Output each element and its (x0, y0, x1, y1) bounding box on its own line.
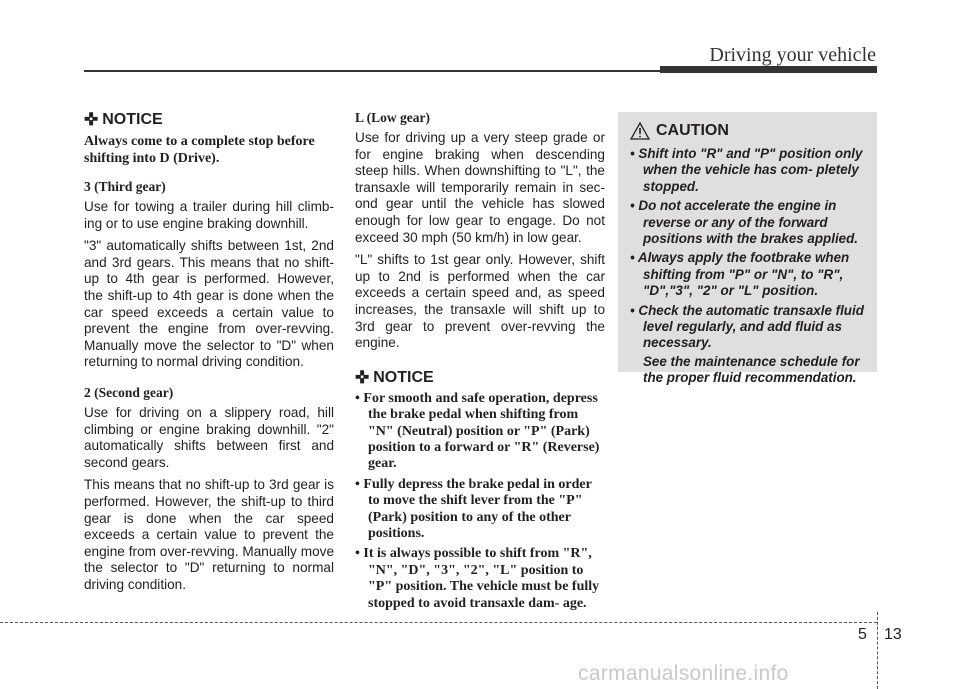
third-gear-paragraph-1: Use for towing a trailer during hill climb- ing or to use engine braking downhill. (84, 199, 334, 231)
notice-bullet: • For smooth and safe operation, depress the brake pedal when shifting from "N" (Neutral) position or "P" (Park) position to a forward or "R" (Reverse) gear. (355, 390, 600, 472)
low-gear-paragraph-1: Use for driving up a very steep grade or for engine braking when descending steep hills. When downshifting to "L", the transaxle will temporarily remain in sec- ond gear until the vehicle has slowed enough for low gear to engage. Do not exceed 30 mph (50 km/h) in low gear. (355, 130, 605, 245)
caution-item-extra: See the maintenance schedule for the proper fluid recommendation. (643, 353, 860, 386)
low-gear-paragraph-2: "L" shifts to 1st gear only. However, shift up to 2nd is performed when the car exceeds a certain speed and, as speed increases, the transaxle will shift up to 3rd gear to prevent over-revving the engine. (355, 252, 605, 351)
column-left (84, 110, 334, 599)
second-gear-heading: 2 (Second gear) (84, 384, 174, 400)
caution-item-text: • Check the automatic transaxle fluid level regularly, and add fluid as necessary. (630, 302, 864, 351)
caution-title: CAUTION (656, 122, 729, 139)
footer-rule (0, 622, 877, 623)
second-gear-paragraph-1: Use for driving on a slippery road, hill climbing or engine braking downhill. "2" automatically shifts between first and second gears. (84, 404, 334, 470)
caution-list (630, 146, 867, 387)
caution-item: • Shift into "R" and "P" position only when the vehicle has com- pletely stopped. (630, 146, 863, 194)
cross-star-icon: ✜ (355, 367, 370, 387)
notice-bullet: • Fully depress the brake pedal in order to move the shift lever from the "P" (Park) position to any of the other positions. (355, 476, 592, 541)
watermark: carmanualsonline.info (578, 662, 789, 685)
low-gear-heading: L (Low gear) (355, 110, 430, 125)
header-rule (84, 70, 660, 72)
third-gear-heading: 3 (Third gear) (84, 179, 166, 194)
caution-item: • Do not accelerate the engine in reverse or any of the forward positions with the brakes applied. (630, 198, 859, 247)
chapter-number: 5 (858, 626, 867, 643)
notice-heading (84, 110, 334, 130)
caution-heading (630, 122, 867, 140)
cross-star-icon: ✜ (84, 110, 99, 129)
running-header-title: Driving your vehicle (709, 44, 876, 66)
notice-title-2: NOTICE (373, 368, 434, 386)
third-gear-paragraph-2: "3" automatically shifts between 1st, 2nd and 3rd gears. This means that no shift- up to 4th gear is performed. However, the shift-up to 4th gear is done when the car speed exceeds a certain value to prevent the engine from over-revving. Manually move the selector to "D" when returning to normal driving condition. (84, 238, 334, 370)
caution-item (630, 303, 867, 387)
warning-triangle-icon (630, 122, 650, 140)
page-number: 13 (884, 626, 902, 643)
notice-heading-2 (355, 368, 605, 388)
notice-bullet-list (355, 391, 605, 612)
notice-text: Always come to a complete stop before shifting into D (Drive). (84, 134, 315, 166)
caution-item: • Always apply the footbrake when shifting from "P" or "N", to "R", "D","3", "2" or "L" position. (630, 250, 850, 299)
second-gear-paragraph-2: This means that no shift-up to 3rd gear is performed. However, the shift-up to third gear is done when the car speed exceeds a certain value to prevent the engine from over-revving. Manually move the selector to "D" returning to normal driving condition. (84, 477, 334, 592)
column-middle (355, 110, 605, 616)
notice-title: NOTICE (102, 111, 163, 128)
footer-divider (877, 612, 878, 689)
header-rule-thick (660, 66, 877, 73)
caution-box (618, 112, 877, 386)
notice-bullet: • It is always possible to shift from "R", "N", "D", "3", "2", "L" position to "P" position. The vehicle must be fully stopped to avoid transaxle dam- age. (355, 546, 600, 611)
